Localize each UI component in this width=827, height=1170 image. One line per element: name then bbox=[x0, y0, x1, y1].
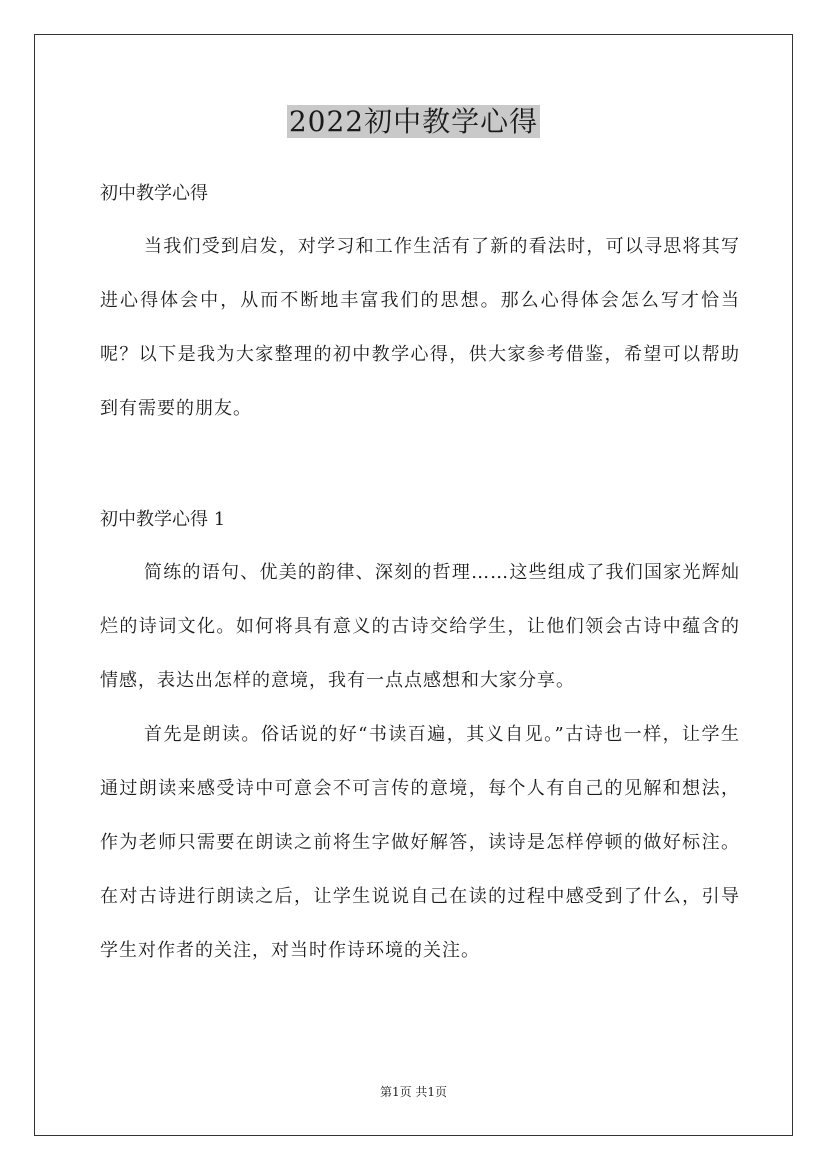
section1-heading: 初中教学心得 1 bbox=[100, 509, 226, 530]
document-title bbox=[0, 103, 827, 141]
document-title-text: 2022初中教学心得 bbox=[288, 105, 539, 138]
subtitle-heading: 初中教学心得 bbox=[100, 183, 208, 204]
page-footer: 第1页 共1页 bbox=[379, 1085, 448, 1099]
section1-paragraph-1: 简练的语句、优美的韵律、深刻的哲理……这些组成了我们国家光辉灿烂的诗词文化。如何将具有意义的古诗交给学生，让他们领会古诗中蕴含的情感，表达出怎样的意境，我有一点点感想和大家分享。 bbox=[100, 562, 740, 691]
intro-paragraph: 当我们受到启发，对学习和工作生活有了新的看法时，可以寻思将其写进心得体会中，从而不断地丰富我们的思想。那么心得体会怎么写才恰当呢？以下是我为大家整理的初中教学心得，供大家参考借鉴，希望可以帮助到有需要的朋友。 bbox=[100, 236, 740, 419]
section1-paragraph-2: 首先是朗读。俗话说的好“书读百遍，其义自见。”古诗也一样，让学生通过朗读来感受诗中可意会不可言传的意境，每个人有自己的见解和想法，作为老师只需要在朗读之前将生字做好解答，读诗是怎样停顿的做好标注。在对古诗进行朗读之后，让学生说说自己在读的过程中感受到了什么，引导学生对作者的关注，对当时作诗环境的关注。 bbox=[100, 724, 740, 961]
